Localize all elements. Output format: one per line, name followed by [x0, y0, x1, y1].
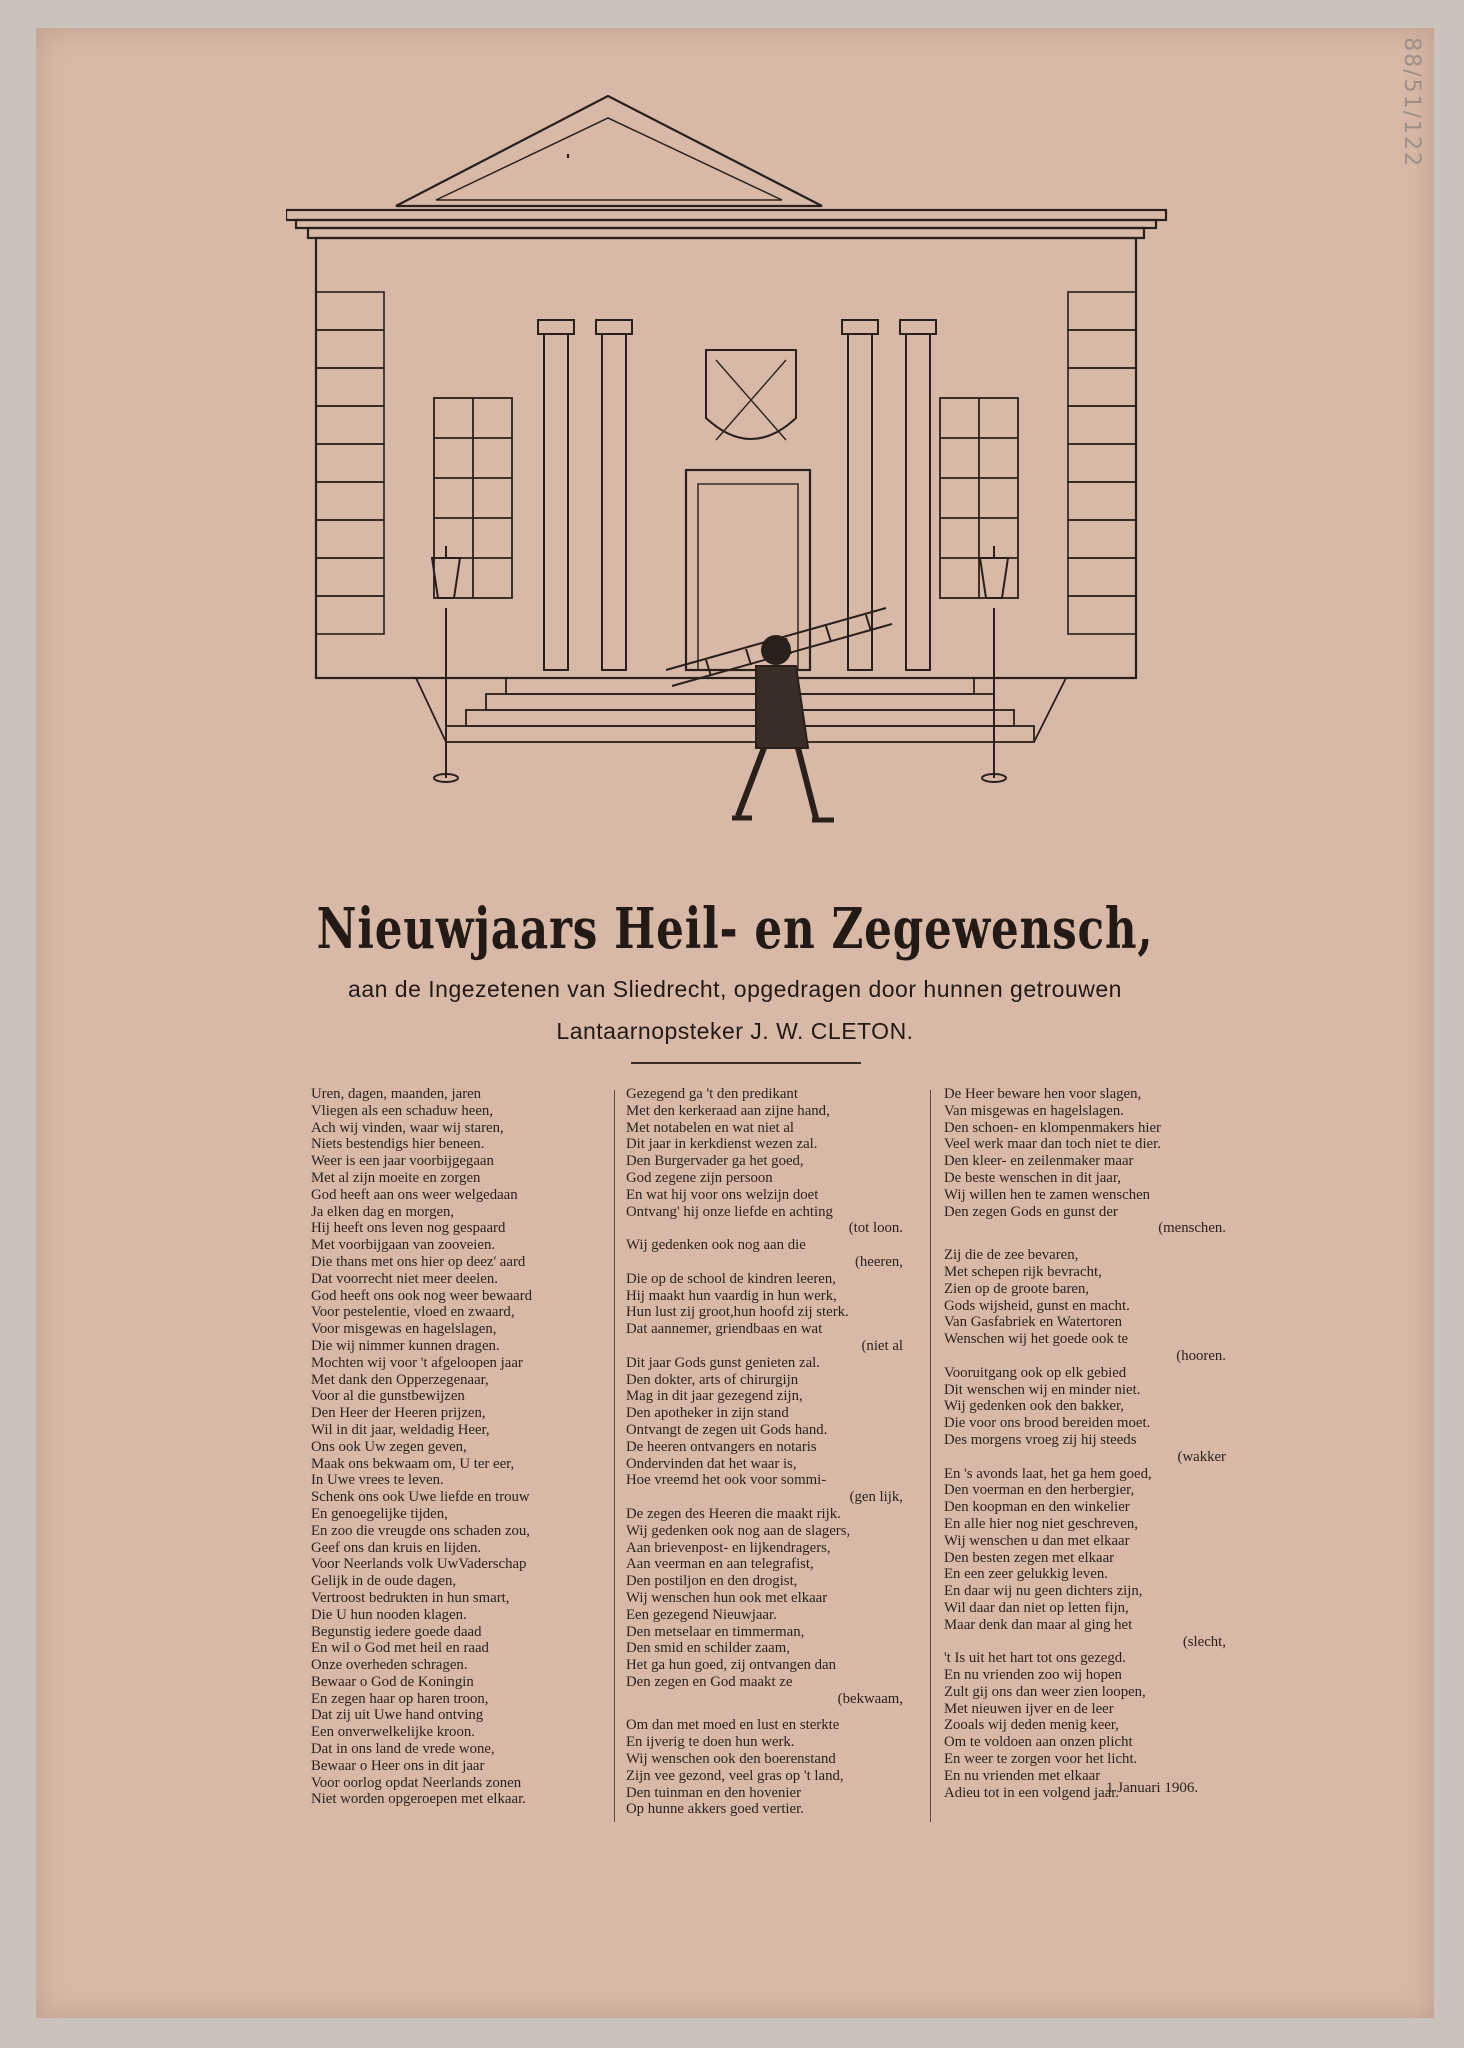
poem-line: Met nieuwen ijver en de leer	[944, 1700, 1114, 1717]
poem-line: Zult gij ons dan weer zien loopen,	[944, 1683, 1146, 1700]
poem-line: Maar denk dan maar al ging het	[944, 1616, 1133, 1633]
poem-column-1	[311, 1086, 596, 1808]
poem-line: Den Burgervader ga het goed,	[626, 1153, 804, 1170]
poem-line: Niet worden opgeroepen met elkaar.	[311, 1791, 526, 1808]
poem-line: God heeft ons ook nog weer bewaard	[311, 1287, 533, 1304]
poem-line: Op hunne akkers goed vertier.	[626, 1801, 804, 1818]
poem-line: Ja elken dag en morgen,	[311, 1203, 455, 1220]
poem-line: Om te voldoen aan onzen plicht	[944, 1734, 1133, 1751]
poem-line: Dit jaar Gods gunst genieten zal.	[626, 1354, 820, 1371]
poem-line: Vooruitgang ook op elk gebied	[944, 1364, 1127, 1381]
poem-line: Wenschen wij het goede ook te	[944, 1331, 1129, 1348]
lamplighter-figure	[666, 608, 892, 820]
poem-line: Gelijk in de oude dagen,	[311, 1573, 457, 1590]
poem-line: De Heer beware hen voor slagen,	[944, 1086, 1142, 1102]
poem-line: Wil in dit jaar, weldadig Heer,	[311, 1421, 490, 1438]
poem-line: En nu vrienden met elkaar	[944, 1767, 1101, 1784]
poem-line: (slecht,	[1182, 1633, 1226, 1650]
poem-line: Wij wenschen hun ook met elkaar	[626, 1589, 828, 1606]
poem-line: Wij wenschen ook den boerenstand	[626, 1751, 836, 1768]
poem-line: (gen lijk,	[849, 1489, 903, 1506]
poem-line: Geef ons dan kruis en lijden.	[311, 1539, 482, 1556]
poem-line: (tot loon.	[848, 1220, 903, 1237]
poem-line: Zooals wij deden menig keer,	[944, 1717, 1119, 1734]
poem-line: (heeren,	[854, 1253, 903, 1270]
stanza-gap	[626, 1707, 911, 1717]
poem-line: En ijverig te doen hun werk.	[626, 1734, 795, 1751]
poem-line: En wil o God met heil en raad	[311, 1640, 489, 1657]
poem-line: Gezegend ga 't den predikant	[626, 1086, 798, 1102]
poem-line: Aan veerman en aan telegrafist,	[626, 1556, 814, 1573]
poem-line: Veel werk maar dan toch niet te dier.	[944, 1136, 1161, 1153]
poem-line: Een gezegend Nieuwjaar.	[626, 1606, 777, 1623]
broadsheet-paper	[36, 28, 1434, 2018]
poem-line: En daar wij nu geen dichters zijn,	[944, 1583, 1143, 1600]
poem-line: Dat zij uit Uwe hand ontving	[311, 1707, 484, 1724]
poem-line: Hij maakt hun vaardig in hun werk,	[626, 1287, 837, 1304]
poem-line: Die thans met ons hier op deez' aard	[311, 1253, 526, 1270]
poem-line: Wij gedenken ook nog aan de slagers,	[626, 1522, 851, 1539]
poem-line: Voor al die gunstbewijzen	[311, 1388, 465, 1405]
poem-line: Van misgewas en hagelslagen.	[944, 1102, 1124, 1119]
poem-line: Den Heer der Heeren prijzen,	[311, 1405, 486, 1422]
poem-line: Met voorbijgaan van zooveien.	[311, 1237, 496, 1254]
poem-line: Om dan met moed en lust en sterkte	[626, 1717, 840, 1734]
poem-line: Adieu tot in een volgend jaar.	[944, 1784, 1120, 1801]
poem-line: En 's avonds laat, het ga hem goed,	[944, 1465, 1152, 1482]
entrance-door	[686, 470, 810, 670]
poem-line: Des morgens vroeg zij hij steeds	[944, 1431, 1137, 1448]
poem-line: Den dokter, arts of chirurgijn	[626, 1371, 799, 1388]
poem-line: En wat hij voor ons welzijn doet	[626, 1186, 819, 1203]
poem-line: Met schepen rijk bevracht,	[944, 1263, 1102, 1280]
poem-line: En een zeer gelukkig leven.	[944, 1566, 1108, 1583]
poem-line: Voor pestelentie, vloed en zwaard,	[311, 1304, 515, 1321]
poem-line: Ondervinden dat het waar is,	[626, 1455, 797, 1472]
poem-line: Wij gedenken ook den bakker,	[944, 1398, 1125, 1415]
poem-line: Bewaar o God de Koningin	[311, 1673, 474, 1690]
poem-line: Wij willen hen te zamen wenschen	[944, 1186, 1151, 1203]
poem-line: Met den kerkeraad aan zijne hand,	[626, 1102, 830, 1119]
poem-line: Den koopman en den winkelier	[944, 1499, 1130, 1516]
poem-line: Den metselaar en timmerman,	[626, 1623, 805, 1640]
poem-line: Het ga hun goed, zij ontvangen dan	[626, 1657, 836, 1674]
poem-line: Met dank den Opperzegenaar,	[311, 1371, 489, 1388]
poem-line: Den smid en schilder zaam,	[626, 1640, 790, 1657]
poem-line: Den kleer- en zeilenmaker maar	[944, 1153, 1134, 1170]
poem-line: Den apotheker in zijn stand	[626, 1405, 789, 1422]
poem-line: Bewaar o Heer ons in dit jaar	[311, 1757, 485, 1774]
column-divider-right	[930, 1090, 931, 1822]
poem-title: Nieuwjaars Heil- en Zegewensch,	[316, 896, 1154, 962]
poem-line: Ontvang' hij onze liefde en achting	[626, 1203, 833, 1220]
poem-line: Onze overheden schragen.	[311, 1657, 468, 1674]
poem-date: 1 Januari 1906.	[1106, 1780, 1199, 1796]
poem-line: Dat aannemer, griendbaas en wat	[626, 1321, 823, 1338]
poem-line: De zegen des Heeren die maakt rijk.	[626, 1505, 841, 1522]
poem-line: Die U hun nooden klagen.	[311, 1606, 467, 1623]
title-divider	[631, 1062, 861, 1064]
poem-line: Ach wij vinden, waar wij staren,	[311, 1119, 504, 1136]
poem-line: Hun lust zij groot,hun hoofd zij sterk.	[626, 1304, 849, 1321]
poem-line: Maak ons bekwaam om, U ter eer,	[311, 1455, 515, 1472]
poem-line: Den besten zegen met elkaar	[944, 1549, 1115, 1566]
poem-column-3	[944, 1086, 1234, 1801]
poem-line: Voor oorlog opdat Neerlands zonen	[311, 1774, 522, 1791]
column-divider-left	[614, 1090, 615, 1822]
poem-line: En zegen haar op haren troon,	[311, 1690, 489, 1707]
poem-line: Voor Neerlands volk UwVaderschap	[311, 1556, 527, 1573]
poem-line: Den schoen- en klompenmakers hier	[944, 1119, 1161, 1136]
poem-line: Schenk ons ook Uwe liefde en trouw	[311, 1489, 530, 1506]
poem-line: Met al zijn moeite en zorgen	[311, 1169, 481, 1186]
subtitle-author: Lantaarnopsteker J. W. CLETON.	[556, 1018, 914, 1044]
poem-line: Gods wijsheid, gunst en macht.	[944, 1297, 1130, 1314]
poem-line: En nu vrienden zoo wij hopen	[944, 1667, 1122, 1684]
poem-line: (wakker	[1177, 1448, 1226, 1465]
poem-line: Vertroost bedrukten in hun smart,	[311, 1589, 510, 1606]
poem-line: Den tuinman en den hovenier	[626, 1784, 802, 1801]
poem-line: (bekwaam,	[837, 1690, 903, 1707]
poem-line: Den voerman en den herbergier,	[944, 1482, 1135, 1499]
poem-line: Den zegen Gods en gunst der	[944, 1203, 1118, 1220]
poem-line: Uren, dagen, maanden, jaren	[311, 1086, 482, 1102]
poem-line: Hoe vreemd het ook voor sommi-	[626, 1472, 827, 1489]
poem-line: En genoegelijke tijden,	[311, 1505, 448, 1522]
poem-line: Die op de school de kindren leeren,	[626, 1270, 836, 1287]
poem-line: Ons ook Uw zegen geven,	[311, 1438, 467, 1455]
poem-line: Die voor ons brood bereiden moet.	[944, 1415, 1151, 1432]
poem-line: In Uwe vrees te leven.	[311, 1472, 444, 1489]
poem-line: En zoo die vreugde ons schaden zou,	[311, 1522, 531, 1539]
poem-line: Van Gasfabriek en Watertoren	[944, 1314, 1123, 1331]
poem-line: Dit wenschen wij en minder niet.	[944, 1381, 1141, 1398]
poem-line: En alle hier nog niet geschreven,	[944, 1515, 1138, 1532]
poem-line: Begunstig iedere goede daad	[311, 1623, 482, 1640]
poem-line: God zegene zijn persoon	[626, 1169, 773, 1186]
poem-line: Den zegen en God maakt ze	[626, 1673, 793, 1690]
poem-line: Mochten wij voor 't afgeloopen jaar	[311, 1354, 523, 1371]
poem-line: (niet al	[861, 1337, 903, 1354]
poem-line: Weer is een jaar voorbijgegaan	[311, 1153, 494, 1170]
poem-line: Mag in dit jaar gezegend zijn,	[626, 1388, 803, 1405]
poem-line: Dat voorrecht niet meer deelen.	[311, 1270, 498, 1287]
lamp-posts	[432, 546, 1008, 782]
stanza-gap	[944, 1237, 1234, 1247]
poem-line: De heeren ontvangers en notaris	[626, 1438, 817, 1455]
poem-line: De beste wenschen in dit jaar,	[944, 1169, 1121, 1186]
poem-line: Met notabelen en wat niet al	[626, 1119, 795, 1136]
poem-line: Niets bestendigs hier beneen.	[311, 1136, 485, 1153]
poem-line: Die wij nimmer kunnen dragen.	[311, 1337, 500, 1354]
poem-line: Vliegen als een schaduw heen,	[311, 1102, 494, 1119]
poem-line: Hij heeft ons leven nog gespaard	[311, 1220, 506, 1237]
poem-line: God heeft aan ons weer welgedaan	[311, 1186, 518, 1203]
pencil-inventory-note: 88/51/122	[1399, 37, 1424, 168]
poem-line: (hooren.	[1176, 1347, 1226, 1364]
poem-line: Een onverwelkelijke kroon.	[311, 1724, 475, 1741]
poem-line: Wil daar dan niet op letten fijn,	[944, 1599, 1129, 1616]
poem-line: Aan brievenpost- en lijkendragers,	[626, 1539, 831, 1556]
poem-line: En weer te zorgen voor het licht.	[944, 1751, 1138, 1768]
poem-line: Zijn vee gezond, veel gras op 't land,	[626, 1767, 844, 1784]
townhall-illustration	[286, 88, 1196, 848]
poem-line: Dit jaar in kerkdienst wezen zal.	[626, 1136, 818, 1153]
poem-line: Zij die de zee bevaren,	[944, 1247, 1079, 1264]
poem-line: Zien op de groote baren,	[944, 1280, 1090, 1297]
poem-line: 't Is uit het hart tot ons gezegd.	[944, 1650, 1126, 1667]
poem-line: Ontvangt de zegen uit Gods hand.	[626, 1421, 828, 1438]
poem-line: Voor misgewas en hagelslagen,	[311, 1321, 497, 1338]
poem-line: Wij gedenken ook nog aan die	[626, 1237, 806, 1254]
poem-line: Wij wenschen u dan met elkaar	[944, 1532, 1130, 1549]
poem-column-2	[626, 1086, 911, 1818]
poem-line: (menschen.	[1158, 1220, 1226, 1237]
poem-line: Den postiljon en den drogist,	[626, 1573, 798, 1590]
subtitle-dedication: aan de Ingezetenen van Sliedrecht, opgedragen door hunnen getrouwen	[348, 976, 1122, 1002]
poem-line: Dat in ons land de vrede wone,	[311, 1741, 495, 1758]
